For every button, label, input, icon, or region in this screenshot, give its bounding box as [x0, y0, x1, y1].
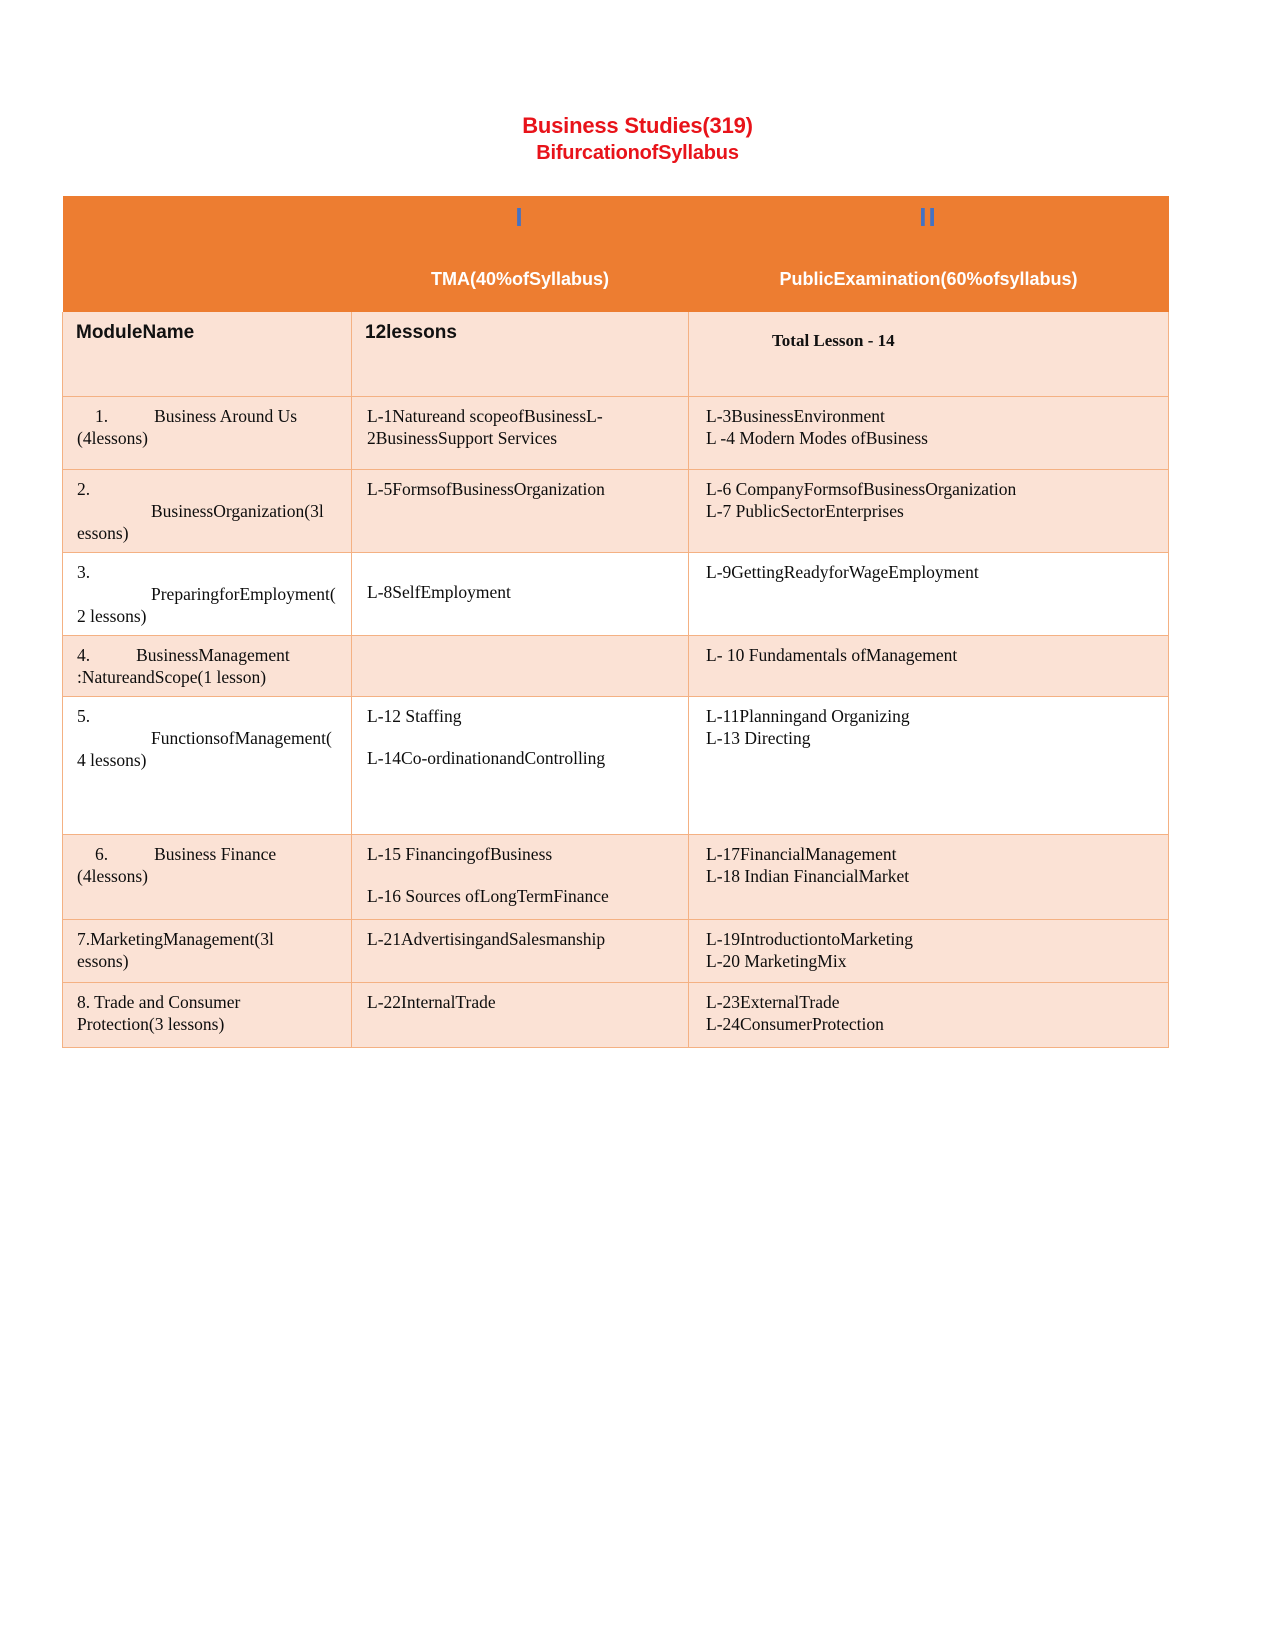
module-number: 2.: [77, 479, 91, 499]
public-lesson: L-23ExternalTrade: [706, 992, 840, 1012]
page-subtitle: BifurcationofSyllabus: [536, 142, 739, 164]
table-row: [63, 470, 1169, 553]
table-row: [63, 697, 1169, 835]
public-exam-cell: [689, 470, 1169, 553]
module-cell: [63, 636, 352, 697]
public-lesson: L-24ConsumerProtection: [706, 1014, 884, 1034]
banner-cell-public-exam: [689, 196, 1169, 312]
public-lesson: L-17FinancialManagement: [706, 844, 897, 864]
module-title: PreparingforEmployment(: [151, 584, 336, 604]
public-lesson: L-19IntroductiontoMarketing: [706, 929, 914, 949]
module-number: 6.: [95, 844, 109, 864]
banner-cell-tma: [352, 196, 689, 312]
banner-label-tma: TMA(40%ofSyllabus): [430, 269, 610, 289]
subheader-cell-module-name: [63, 312, 352, 397]
tma-lesson: L-12 Staffing: [367, 706, 462, 726]
module-subtext: :NatureandScope(1 lesson): [77, 667, 267, 687]
tma-cell: [352, 835, 689, 920]
module-cell: [63, 470, 352, 553]
public-lesson: L-6 CompanyFormsofBusinessOrganization: [706, 479, 1017, 499]
module-title: BusinessOrganization(3l: [151, 501, 324, 521]
public-exam-cell: [689, 553, 1169, 636]
tma-cell: [352, 553, 689, 636]
module-subtext: 2 lessons): [77, 606, 147, 626]
public-lesson: L-20 MarketingMix: [706, 951, 847, 971]
public-exam-cell: [689, 920, 1169, 983]
tma-cell: [352, 920, 689, 983]
syllabus-table: [62, 196, 1169, 1048]
public-lesson: L-7 PublicSectorEnterprises: [706, 501, 904, 521]
table-row: [63, 636, 1169, 697]
subheader-cell-total-lesson: [689, 312, 1169, 397]
tma-lesson: L-14Co-ordinationandControlling: [367, 748, 606, 768]
tma-lesson: 2BusinessSupport Services: [367, 428, 558, 448]
module-cell: [63, 397, 352, 470]
tma-lesson: L-16 Sources ofLongTermFinance: [367, 886, 609, 906]
module-cell: [63, 835, 352, 920]
table-subheader-row: [63, 312, 1169, 397]
tma-lesson: L-5FormsofBusinessOrganization: [367, 479, 605, 499]
module-number: 4.: [77, 645, 91, 665]
module-title: FunctionsofManagement(: [151, 728, 332, 748]
tma-cell: [352, 470, 689, 553]
module-number: 5.: [77, 706, 91, 726]
banner-label-public-exam: PublicExamination(60%ofsyllabus): [779, 269, 1078, 289]
module-cell: [63, 553, 352, 636]
tma-lesson: L-15 FinancingofBusiness: [367, 844, 553, 864]
module-title: BusinessManagement: [136, 645, 290, 665]
module-number: 1.: [95, 406, 109, 426]
table-row: [63, 920, 1169, 983]
public-exam-cell: [689, 983, 1169, 1048]
column-header-total-lesson: Total Lesson - 14: [772, 331, 895, 350]
module-number: 3.: [77, 562, 91, 582]
roman-numeral-one: I: [515, 202, 525, 232]
table-row: [63, 835, 1169, 920]
column-header-lessons: 12lessons: [365, 322, 457, 343]
tma-lesson: L-21AdvertisingandSalesmanship: [367, 929, 606, 949]
module-subtext: 4 lessons): [77, 750, 147, 770]
public-lesson: L- 10 Fundamentals ofManagement: [706, 645, 958, 665]
tma-lesson: L-22InternalTrade: [367, 992, 496, 1012]
table-row: [63, 553, 1169, 636]
roman-numeral-two: II: [919, 202, 938, 232]
module-number: 8. Trade and Consumer: [77, 992, 241, 1012]
public-exam-cell: [689, 636, 1169, 697]
tma-lesson: L-1Natureand scopeofBusinessL-: [367, 406, 603, 426]
tma-cell: [352, 636, 689, 697]
table-row: [63, 397, 1169, 470]
table-row: [63, 983, 1169, 1048]
public-lesson: L-9GettingReadyforWageEmployment: [706, 562, 979, 582]
public-exam-cell: [689, 697, 1169, 835]
tma-lesson: L-8SelfEmployment: [367, 582, 511, 602]
module-title: Business Finance: [154, 844, 277, 864]
module-subtext: (4lessons): [77, 428, 148, 448]
module-title: Business Around Us: [154, 406, 298, 426]
public-lesson: L-11Planningand Organizing: [706, 706, 910, 726]
module-subtext: Protection(3 lessons): [77, 1014, 225, 1034]
banner-cell-spacer: [63, 196, 352, 312]
module-cell: [63, 920, 352, 983]
title-block: [0, 112, 1275, 166]
tma-cell: [352, 697, 689, 835]
module-cell: [63, 983, 352, 1048]
public-exam-cell: [689, 835, 1169, 920]
public-lesson: L -4 Modern Modes ofBusiness: [706, 428, 928, 448]
module-number: 7.MarketingManagement(3l: [77, 929, 274, 949]
tma-cell: [352, 983, 689, 1048]
tma-cell: [352, 397, 689, 470]
subheader-cell-lessons: [352, 312, 689, 397]
module-subtext: essons): [77, 523, 129, 543]
public-lesson: L-3BusinessEnvironment: [706, 406, 885, 426]
module-subtext: essons): [77, 951, 129, 971]
public-lesson: L-13 Directing: [706, 728, 811, 748]
module-cell: [63, 697, 352, 835]
page-title: Business Studies(319): [522, 113, 753, 138]
table-banner-row: [63, 196, 1169, 312]
column-header-module-name: ModuleName: [76, 322, 195, 343]
module-subtext: (4lessons): [77, 866, 148, 886]
public-exam-cell: [689, 397, 1169, 470]
public-lesson: L-18 Indian FinancialMarket: [706, 866, 910, 886]
